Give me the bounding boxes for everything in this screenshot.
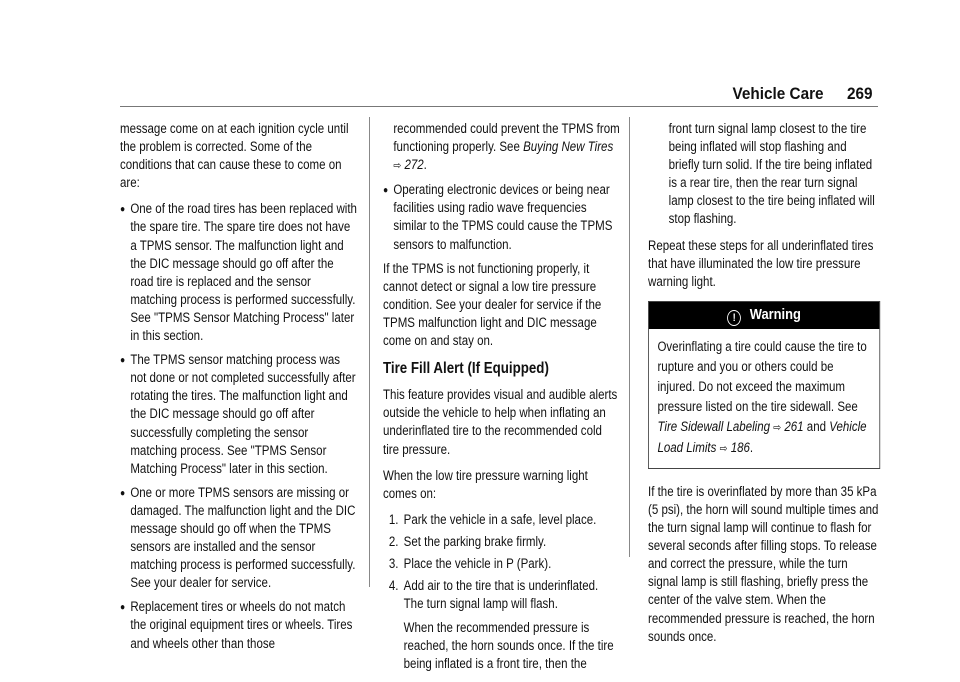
warning-title: Warning bbox=[749, 305, 801, 323]
cross-reference-page[interactable]: 261 bbox=[784, 418, 804, 434]
cross-reference-link[interactable]: Vehicle Load Limits bbox=[657, 418, 867, 455]
step-item: 4. Add air to the tire that is underinflated. The turn signal lamp will flash. bbox=[388, 578, 599, 612]
step-item: 3. Place the vehicle in P (Park). bbox=[388, 555, 552, 571]
paragraph: This feature provides visual and audible alerts outside the vehicle to help when inflating an underinflated tire to the recommended cold tire pressure. bbox=[383, 387, 618, 457]
paragraph: Repeat these steps for all underinflated tires that have illuminated the low tire pressure warning light. bbox=[648, 237, 874, 289]
step-note: When the recommended pressure is reached, the horn sounds once. If the tire being inflated is a front tire, then the bbox=[403, 620, 614, 672]
bullet-continuation: recommended could prevent the TPMS from functioning properly. See Buying New Tires ⇨ 272. bbox=[393, 121, 620, 173]
column-2 bbox=[383, 120, 621, 682]
step-item: 2. Set the parking brake firmly. bbox=[388, 533, 547, 549]
bullet-item: ● The TPMS sensor matching process was not done or not completed successfully after rotating the tires. The malfunction light and the DIC message should go off after successfully completing the sensor matching process. See "TPMS Sensor Matching Process" later in this section. bbox=[120, 351, 357, 478]
column-divider-2 bbox=[629, 117, 630, 557]
step-item: 1. Park the vehicle in a safe, level place. bbox=[388, 511, 597, 527]
paragraph: When the low tire pressure warning light comes on: bbox=[383, 467, 588, 501]
page-header bbox=[732, 84, 872, 104]
page-ref-icon: ⇨ bbox=[773, 421, 782, 434]
warning-icon: ! bbox=[727, 310, 741, 326]
section-title: Vehicle Care bbox=[732, 84, 824, 103]
page-number: 269 bbox=[846, 84, 872, 103]
cross-reference-page[interactable]: 272 bbox=[404, 157, 424, 173]
column-3 bbox=[648, 120, 880, 654]
bullet-item: ● One of the road tires has been replaced with the spare tire. The spare tire does not have a TPMS sensor. The malfunction light and the DIC message should go off after the road tire is replaced and the sensor matching process is performed successfully. See "TPMS Sensor Matching Process" later in this section. bbox=[120, 200, 357, 345]
step-list bbox=[383, 511, 620, 613]
paragraph: If the TPMS is not functioning properly, it cannot detect or signal a low tire pressure condition. See your dealer for service if the TPMS malfunction light and DIC message come on and stay on. bbox=[383, 260, 602, 349]
cross-reference-link[interactable]: Buying New Tires bbox=[523, 139, 614, 155]
header-rule bbox=[120, 106, 878, 107]
bullet-item: ● One or more TPMS sensors are missing or damaged. The malfunction light and the DIC message should go off when the TPMS sensors are installed and the sensor matching process is performed successfully. See your dealer for service. bbox=[120, 484, 357, 593]
column-divider-1 bbox=[369, 117, 370, 587]
bullet-icon: ● bbox=[383, 185, 389, 197]
bullet-icon: ● bbox=[120, 487, 126, 499]
bullet-icon: ● bbox=[120, 355, 126, 367]
bullet-icon: ● bbox=[120, 204, 126, 216]
warning-box bbox=[648, 301, 880, 469]
column-1 bbox=[120, 120, 358, 659]
page-ref-icon: ⇨ bbox=[393, 160, 402, 173]
cross-reference-link[interactable]: Tire Sidewall Labeling bbox=[657, 418, 771, 434]
bullet-item: ● Operating electronic devices or being near facilities using radio wave frequencies similar to the TPMS could cause the TPMS sensors to malfunction. bbox=[383, 181, 620, 253]
bullet-item: ● Replacement tires or wheels do not match the original equipment tires or wheels. Tires and wheels other than those bbox=[120, 598, 357, 652]
section-subheading: Tire Fill Alert (If Equipped) bbox=[383, 360, 549, 378]
paragraph: If the tire is overinflated by more than 35 kPa (5 psi), the horn will sound multiple times and the turn signal lamp will continue to flash for several seconds after filling stops. To release and correct the pressure, while the turn signal lamp is still flashing, briefly press the center of the valve stem. When the recommended pressure is reached, the horn sounds once. bbox=[648, 483, 879, 644]
intro-paragraph: message come on at each ignition cycle until the problem is corrected. Some of the conditions that can cause these to come on are: bbox=[120, 121, 349, 191]
cross-reference-page[interactable]: 186 bbox=[730, 439, 750, 455]
page-ref-icon: ⇨ bbox=[719, 442, 728, 455]
warning-body: Overinflating a tire could cause the tire to rupture and you or others could be injured. Do not exceed the maximum pressure listed on the tire sidewall. See Tire Sidewall Labeling ⇨ 261 and Vehicle Load Limits ⇨ 186. bbox=[657, 338, 867, 455]
warning-header bbox=[649, 302, 879, 329]
step-continuation: front turn signal lamp closest to the tire being inflated will stop flashing and briefly turn solid. If the tire being inflated is a rear tire, then the rear turn signal lamp closest to the tire being inflated will stop flashing. bbox=[668, 121, 875, 227]
bullet-icon: ● bbox=[120, 602, 126, 614]
